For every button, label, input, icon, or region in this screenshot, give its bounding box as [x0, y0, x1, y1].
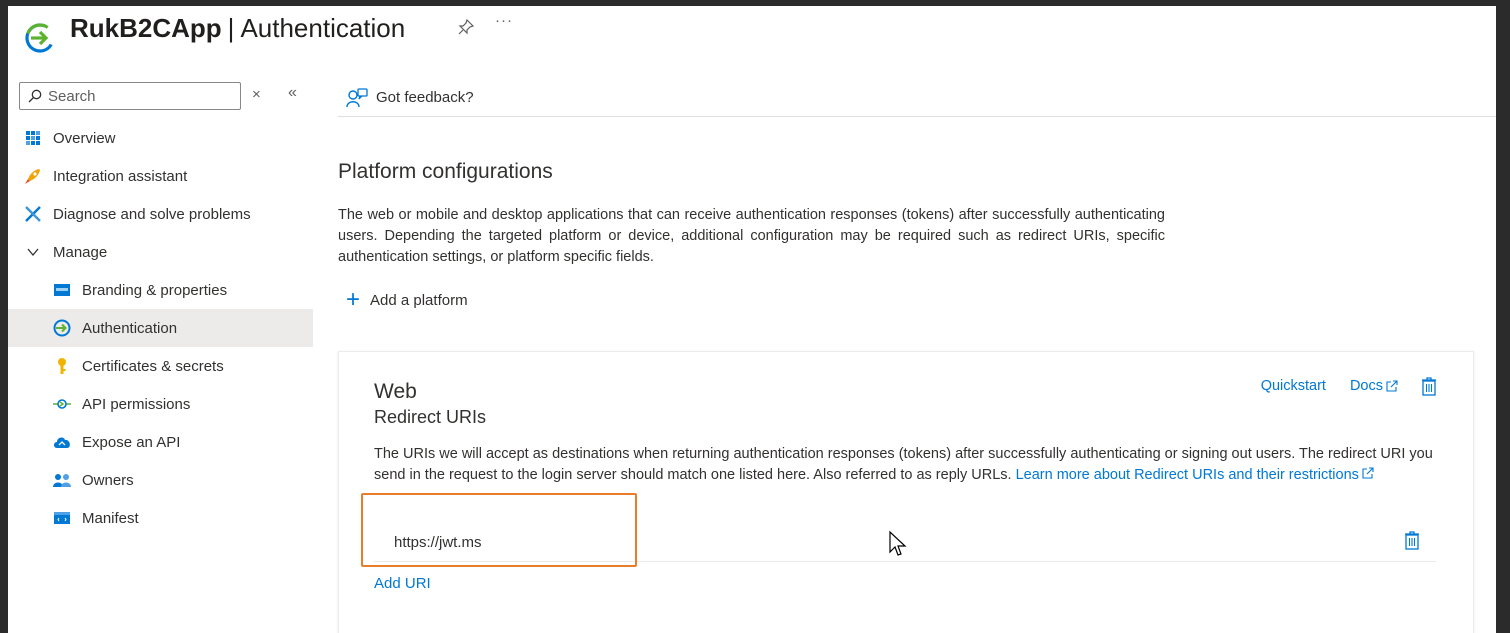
app-registration-icon	[24, 22, 56, 54]
sidebar-item-certificates[interactable]	[8, 347, 313, 385]
learn-more-label: Learn more about Redirect URIs and their restrictions	[1015, 467, 1359, 483]
docs-link[interactable]	[1350, 378, 1399, 394]
sidebar-item-label: Manifest	[82, 509, 139, 527]
overview-grid-icon	[23, 128, 43, 148]
redirect-uri-value[interactable]: https://jwt.ms	[394, 534, 482, 551]
key-icon	[52, 356, 72, 376]
sidebar-item-integration-assistant[interactable]	[8, 157, 313, 195]
sidebar-item-label: Authentication	[82, 319, 178, 337]
sidebar-item-api-permissions[interactable]	[8, 385, 313, 423]
page-header	[8, 6, 1504, 66]
sidebar-item-diagnose[interactable]	[8, 195, 313, 233]
redirect-uris-description	[374, 444, 1434, 486]
add-uri-link[interactable]: Add URI	[374, 575, 431, 592]
feedback-icon	[346, 88, 368, 108]
search-input[interactable]	[48, 88, 228, 105]
sidebar-item-overview[interactable]	[8, 119, 313, 157]
sidebar-item-expose-api[interactable]	[8, 423, 313, 461]
docs-link-label: Docs	[1349, 378, 1383, 394]
sidebar-item-label: API permissions	[82, 395, 191, 413]
card-subtitle: Redirect URIs	[374, 407, 487, 427]
sidebar-item-manifest[interactable]	[8, 499, 313, 537]
authentication-icon	[52, 318, 72, 338]
card-title: Web	[374, 380, 417, 403]
cloud-icon	[52, 432, 72, 452]
rocket-icon	[23, 166, 43, 186]
manifest-icon	[52, 508, 72, 528]
add-platform-label: Add a platform	[370, 291, 468, 309]
external-link-icon	[1361, 466, 1375, 480]
title-separator: |	[227, 13, 235, 43]
external-link-icon	[1385, 379, 1399, 393]
sidebar-search-box[interactable]	[19, 82, 241, 110]
search-icon	[28, 89, 42, 103]
plus-icon: +	[346, 286, 361, 313]
sidebar-item-authentication[interactable]	[8, 309, 313, 347]
sidebar-item-branding[interactable]	[8, 271, 313, 309]
sidebar-item-label: Manage	[53, 243, 108, 261]
app-name: RukB2CApp	[70, 13, 222, 43]
learn-more-link[interactable]	[1016, 467, 1375, 483]
section-description: The web or mobile and desktop applications that can receive authentication responses (tokens) after successfully authenticating users. Depending the targeted platform or device, additional configuration may be required such as redirect URIs, specific authentication settings, or platform specific fields.	[338, 207, 1165, 265]
sidebar-item-label: Branding & properties	[82, 281, 228, 299]
portal-frame	[8, 6, 1504, 633]
pin-icon[interactable]	[456, 17, 476, 37]
uri-highlight-box	[361, 493, 637, 567]
quickstart-link[interactable]: Quickstart	[1260, 378, 1326, 394]
api-permissions-icon	[52, 394, 72, 414]
collapse-sidebar-icon[interactable]: «	[288, 84, 297, 101]
more-options-button[interactable]: ···	[495, 12, 513, 29]
sidebar-item-label: Owners	[82, 471, 134, 489]
add-platform-button[interactable]	[346, 286, 468, 313]
delete-platform-icon[interactable]	[1421, 376, 1437, 396]
branding-icon	[52, 280, 72, 300]
sidebar-item-label: Certificates & secrets	[82, 357, 224, 375]
delete-uri-icon[interactable]	[1404, 530, 1420, 550]
mouse-cursor-icon	[888, 530, 908, 558]
section-title: Platform configurations	[338, 160, 553, 183]
page-name: Authentication	[240, 13, 406, 43]
sidebar-item-label: Overview	[53, 129, 116, 147]
sidebar-nav	[8, 119, 313, 537]
sidebar-item-label: Expose an API	[82, 433, 181, 451]
web-platform-card	[338, 351, 1474, 633]
chevron-down-icon	[23, 242, 43, 262]
command-bar	[338, 79, 1504, 117]
sidebar-item-label: Integration assistant	[53, 167, 188, 185]
got-feedback-button[interactable]: Got feedback?	[376, 89, 474, 106]
owners-icon	[52, 470, 72, 490]
page-title	[70, 10, 405, 46]
sidebar-item-owners[interactable]	[8, 461, 313, 499]
sidebar-item-label: Diagnose and solve problems	[53, 205, 251, 223]
window-edge	[1496, 0, 1510, 633]
sidebar-group-manage[interactable]	[8, 233, 313, 271]
wrench-icon	[23, 204, 43, 224]
card-actions	[1237, 376, 1437, 396]
clear-search-icon[interactable]: ×	[252, 86, 261, 103]
redirect-uris-description-text: The URIs we will accept as destinations when returning authentication responses (tokens) after successfully authenticating or signing out users. The redirect URI you send in the request to the login server should match one listed here. Also referred to as reply URLs.	[374, 446, 1433, 483]
